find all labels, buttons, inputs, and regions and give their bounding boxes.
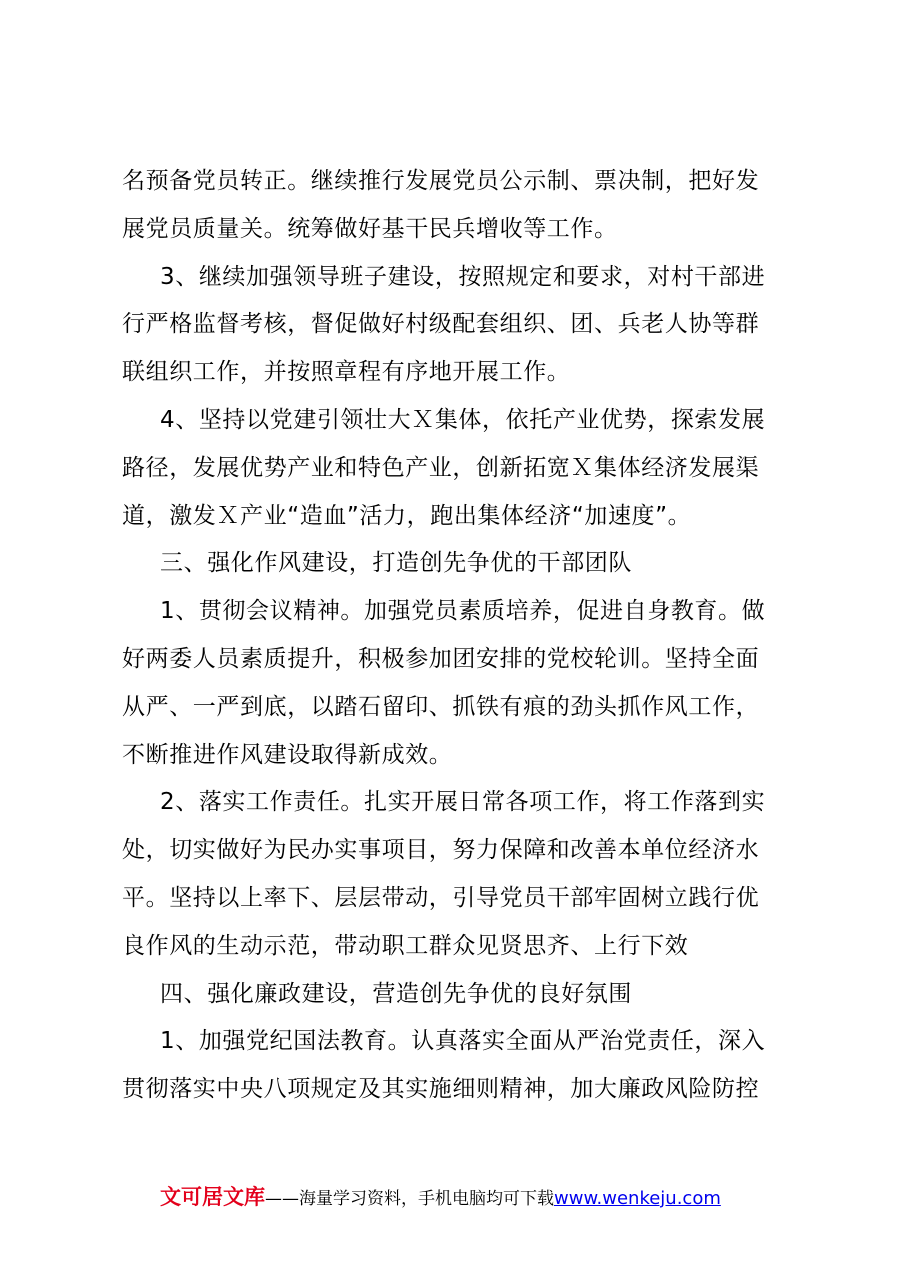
- section-heading: 三、强化作风建设，打造创先争优的干部团队: [160, 550, 632, 577]
- body-line: 道，激发Ｘ产业“造血”活力，跑出集体经济“加速度”。: [122, 502, 692, 529]
- footer-banner: [160, 1181, 721, 1213]
- body-line: 联组织工作，并按照章程有序地开展工作。: [122, 359, 571, 386]
- body-line: 贯彻落实中央八项规定及其实施细则精神，加大廉政风险防控: [122, 1076, 760, 1103]
- footer-tagline: ——海量学习资料，手机电脑均可下载: [265, 1189, 554, 1209]
- paragraph-start-line: 1、贯彻会议精神。加强党员素质培养，促进自身教育。做: [160, 598, 766, 625]
- body-line: 好两委人员素质提升，积极参加团安排的党校轮训。坚持全面: [122, 645, 760, 672]
- paragraph-start-line: 2、落实工作责任。扎实开展日常各项工作，将工作落到实: [160, 789, 766, 816]
- body-line: 行严格监督考核，督促做好村级配套组织、团、兵老人协等群: [122, 311, 760, 338]
- body-line: 良作风的生动示范，带动职工群众见贤思齐、上行下效: [122, 932, 689, 959]
- body-line: 处，切实做好为民办实事项目，努力保障和改善本单位经济水: [122, 837, 760, 864]
- paragraph-start-line: 3、继续加强领导班子建设，按照规定和要求，对村干部进: [160, 263, 766, 290]
- body-line: 不断推进作风建设取得新成效。: [122, 741, 453, 768]
- body-line: 从严、一严到底，以踏石留印、抓铁有痕的劲头抓作风工作，: [122, 693, 760, 720]
- paragraph-start-line: 4、坚持以党建引领壮大Ｘ集体，依托产业优势，探索发展: [160, 406, 766, 433]
- body-line: 路径，发展优势产业和特色产业，创新拓宽Ｘ集体经济发展渠: [122, 454, 760, 481]
- body-line: 名预备党员转正。继续推行发展党员公示制、票决制，把好发: [122, 168, 760, 194]
- footer-brand: 文可居文库: [160, 1185, 265, 1209]
- footer-website-link[interactable]: www.wenkeju.com: [554, 1188, 721, 1209]
- paragraph-start-line: 1、加强党纪国法教育。认真落实全面从严治党责任，深入: [160, 1028, 766, 1055]
- body-line: 展党员质量关。统筹做好基干民兵增收等工作。: [122, 215, 618, 242]
- section-heading: 四、强化廉政建设，营造创先争优的良好氛围: [160, 980, 632, 1007]
- body-line: 平。坚持以上率下、层层带动，引导党员干部牢固树立践行优: [122, 884, 760, 911]
- document-body: [122, 158, 802, 1114]
